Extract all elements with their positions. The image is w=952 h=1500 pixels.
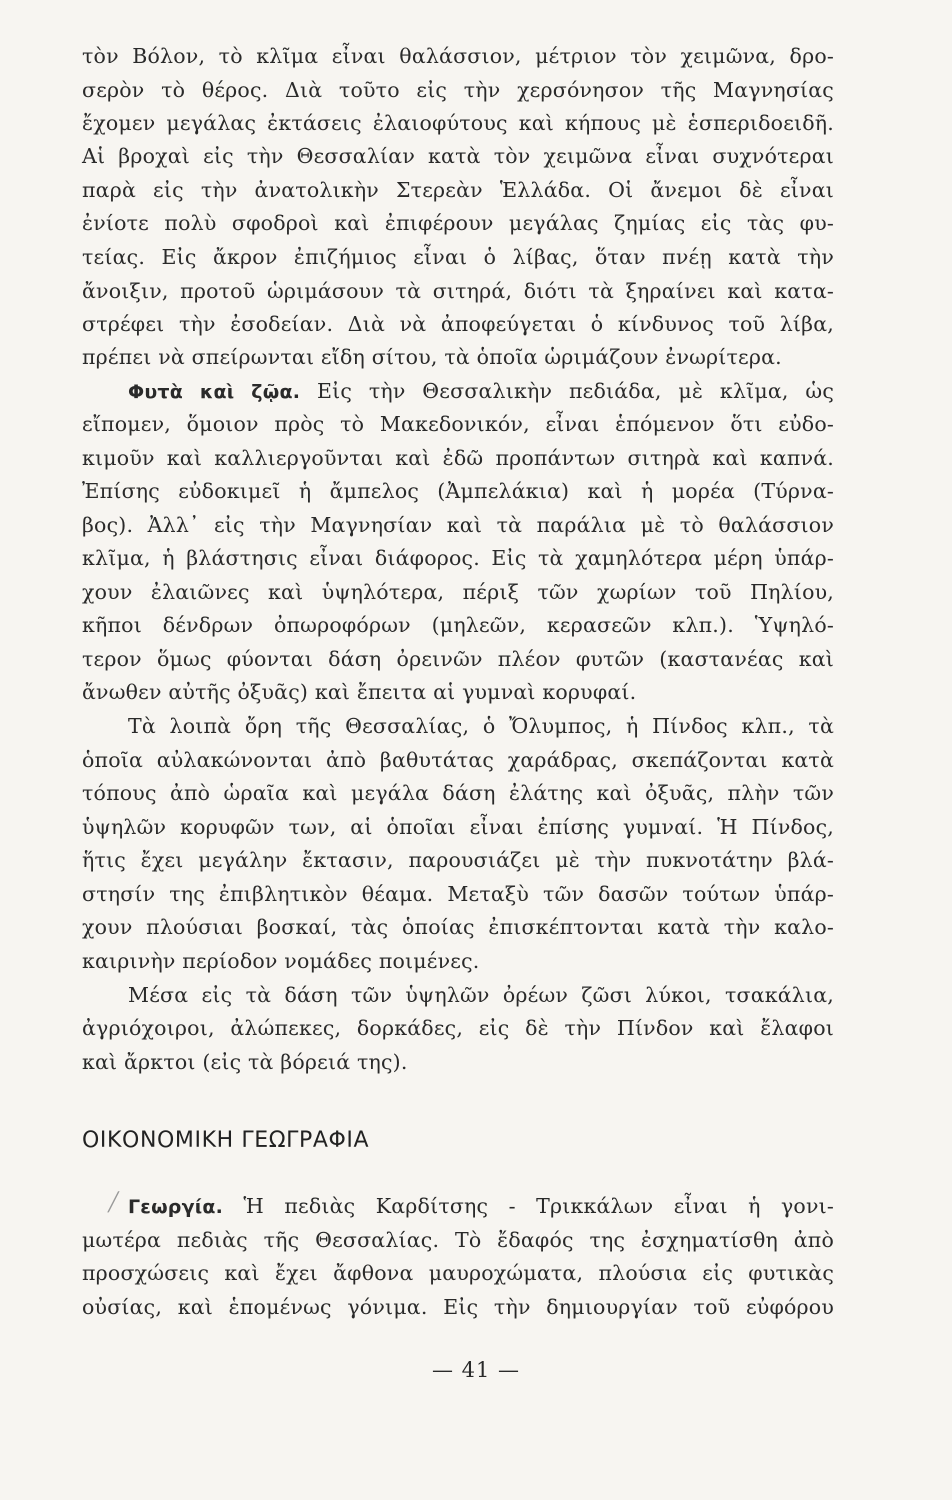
text-line: τὸν Βόλον, τὸ κλῖμα εἶναι θαλάσσιον, μέτριον τὸν χειμῶνα, δρο- bbox=[82, 44, 834, 68]
paragraph-start-plants bbox=[128, 377, 834, 406]
text-line: ἥτις ἔχει μεγάλην ἔκτασιν, παρουσιάζει μὲ τὴν πυκνοτάτην βλά- bbox=[82, 848, 834, 872]
side-heading-agriculture: Γεωργία. bbox=[128, 1196, 224, 1218]
text-line: ὑψηλῶν κορυφῶν των, αἱ ὁποῖαι εἶναι ἐπίσης γυμναί. Ἡ Πίνδος, bbox=[82, 815, 834, 839]
text-line: ἔχομεν μεγάλας ἐκτάσεις ἐλαιοφύτους καὶ κήπους μὲ ἑσπεριδοειδῆ. bbox=[82, 111, 834, 135]
text-line: προσχώσεις καὶ ἔχει ἄφθονα μαυροχώματα, πλούσια εἰς φυτικὰς bbox=[82, 1261, 834, 1285]
text-span: Εἰς τὴν Θεσσαλικὴν πεδιάδα, μὲ κλῖμα, ὡς bbox=[316, 379, 835, 403]
paragraph-start-agriculture bbox=[128, 1192, 834, 1221]
text-line: πρέπει νὰ σπείρωνται εἴδη σίτου, τὰ ὁποῖα ὡριμάζουν ἐνωρίτερα. bbox=[82, 345, 782, 369]
text-line: στησίν της ἐπιβλητικὸν θέαμα. Μεταξὺ τῶν δασῶν τούτων ὑπάρ- bbox=[82, 882, 834, 906]
text-line: καιρινὴν περίοδον νομάδες ποιμένες. bbox=[82, 949, 480, 973]
text-line: κιμοῦν καὶ καλλιεργοῦνται καὶ ἐδῶ προπάντων σιτηρὰ καὶ καπνά. bbox=[82, 446, 834, 470]
text-line: τείας. Εἰς ἄκρον ἐπιζήμιος εἶναι ὁ λίβας, ὅταν πνέῃ κατὰ τὴν bbox=[82, 245, 834, 269]
text-line: χουν ἐλαιῶνες καὶ ὑψηλότερα, πέριξ τῶν χωρίων τοῦ Πηλίου, bbox=[82, 580, 834, 604]
text-line: τόπους ἀπὸ ὡραῖα καὶ μεγάλα δάση ἐλάτης καὶ ὀξυᾶς, πλὴν τῶν bbox=[82, 781, 834, 805]
text-line: Ἐπίσης εὐδοκιμεῖ ἡ ἄμπελος (Ἀμπελάκια) καὶ ἡ μορέα (Τύρνα- bbox=[82, 479, 834, 503]
text-line: ἄνωθεν αὐτῆς ὀξυᾶς) καὶ ἔπειτα αἱ γυμναὶ κορυφαί. bbox=[82, 680, 637, 704]
text-line: μωτέρα πεδιὰς τῆς Θεσσαλίας. Τὸ ἔδαφός της ἐσχηματίσθη ἀπὸ bbox=[82, 1228, 834, 1252]
text-line: χουν πλούσιαι βοσκαί, τὰς ὁποίας ἐπισκέπτονται κατὰ τὴν καλο- bbox=[82, 915, 834, 939]
text-line: ὁποῖα αὐλακώνονται ἀπὸ βαθυτάτας χαράδρας, σκεπάζονται κατὰ bbox=[82, 748, 834, 772]
page-number: — 41 — bbox=[431, 1358, 521, 1382]
text-line: Τὰ λοιπὰ ὄρη τῆς Θεσσαλίας, ὁ Ὄλυμπος, ἡ Πίνδος κλπ., τὰ bbox=[128, 714, 834, 738]
text-line: κῆποι δένδρων ὀπωροφόρων (μηλεῶν, κερασεῶν κλπ.). Ὑψηλό- bbox=[82, 613, 834, 637]
text-line: κλῖμα, ἡ βλάστησις εἶναι διάφορος. Εἰς τὰ χαμηλότερα μέρη ὑπάρ- bbox=[82, 546, 834, 570]
section-title: ΟΙΚΟΝΟΜΙΚΗ ΓΕΩΓΡΑΦΙΑ bbox=[82, 1128, 370, 1153]
text-line: καὶ ἄρκτοι (εἰς τὰ βόρειά της). bbox=[82, 1050, 408, 1074]
text-line: ἀγριόχοιροι, ἀλώπεκες, δορκάδες, εἰς δὲ τὴν Πίνδον καὶ ἔλαφοι bbox=[82, 1016, 834, 1040]
text-line: βος). Ἀλλ᾿ εἰς τὴν Μαγνησίαν καὶ τὰ παράλια μὲ τὸ θαλάσσιον bbox=[82, 513, 834, 537]
text-line: Αἱ βροχαὶ εἰς τὴν Θεσσαλίαν κατὰ τὸν χειμῶνα εἶναι συχνότεραι bbox=[82, 144, 834, 168]
text-line: τερον ὅμως φύονται δάση ὀρεινῶν πλέον φυτῶν (καστανέας καὶ bbox=[82, 647, 834, 671]
text-line: ἄνοιξιν, προτοῦ ὡριμάσουν τὰ σιτηρά, διότι τὰ ξηραίνει καὶ κατα- bbox=[82, 279, 834, 303]
side-heading-plants: Φυτὰ καὶ ζῷα. bbox=[128, 381, 301, 403]
text-line: εἴπομεν, ὅμοιον πρὸς τὸ Μακεδονικόν, εἶναι ἑπόμενον ὅτι εὐδο- bbox=[82, 412, 834, 436]
text-line: παρὰ εἰς τὴν ἀνατολικὴν Στερεὰν Ἑλλάδα. Οἱ ἄνεμοι δὲ εἶναι bbox=[82, 178, 834, 202]
text-line: στρέφει τὴν ἐσοδείαν. Διὰ νὰ ἀποφεύγεται ὁ κίνδυνος τοῦ λίβα, bbox=[82, 312, 834, 336]
text-span: Ἡ πεδιὰς Καρδίτσης - Τρικκάλων εἶναι ἡ γονι- bbox=[243, 1194, 834, 1218]
text-line: σερὸν τὸ θέρος. Διὰ τοῦτο εἰς τὴν χερσόνησον τῆς Μαγνησίας bbox=[82, 78, 834, 102]
text-line: ἐνίοτε πολὺ σφοδροὶ καὶ ἐπιφέρουν μεγάλας ζημίας εἰς τὰς φυ- bbox=[82, 211, 834, 235]
text-line: Μέσα εἰς τὰ δάση τῶν ὑψηλῶν ὀρέων ζῶσι λύκοι, τσακάλια, bbox=[128, 983, 834, 1007]
pencil-mark-icon: ╱ bbox=[108, 1192, 119, 1213]
text-line: οὐσίας, καὶ ἑπομένως γόνιμα. Εἰς τὴν δημιουργίαν τοῦ εὐφόρου bbox=[82, 1295, 834, 1319]
